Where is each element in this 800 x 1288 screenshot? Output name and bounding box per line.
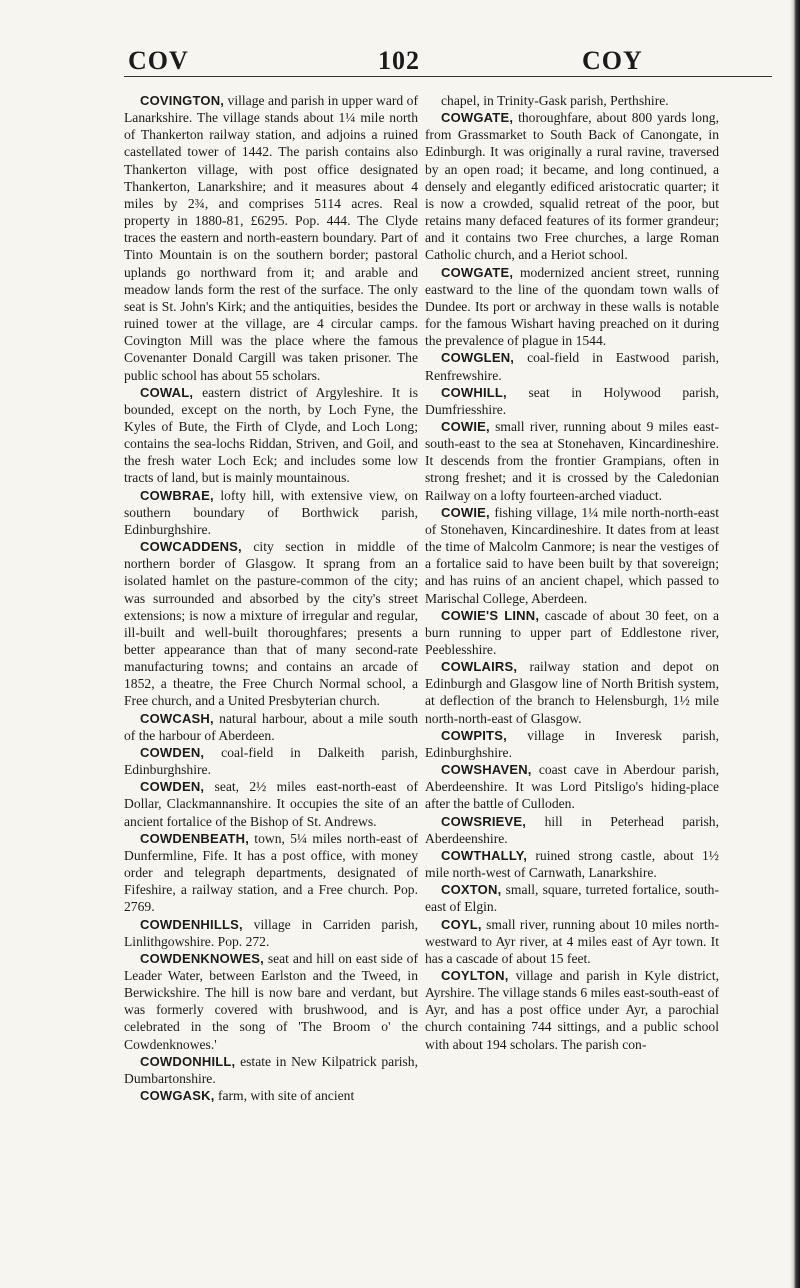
entry-text: hill in Peterhead parish, Aberdeenshire.: [425, 813, 719, 846]
page-number: 102: [378, 46, 420, 75]
entry-headword: COVINGTON,: [140, 93, 225, 108]
gazetteer-entry: [425, 418, 719, 504]
entry-text: natural harbour, about a mile south of the harbour of Aberdeen.: [124, 710, 418, 743]
entry-text: farm, with site of ancient: [217, 1088, 355, 1104]
entry-text: seat and hill on east side of Leader Water, between Earlston and the Tweed, in Berwickshire. The hill is now bare and verdant, but was formerly covered with brushwood, and is celebrated in the song of 'The Broom o' the Cowdenknowes.': [124, 950, 418, 1052]
gazetteer-entry: [425, 264, 719, 350]
entry-headword: COWIE'S LINN,: [441, 607, 540, 623]
entry-headword: COWLAIRS,: [441, 659, 518, 675]
entry-text: coal-field in Dalkeith parish, Edinburghshire.: [124, 744, 418, 778]
entry-headword: COWDEN,: [140, 779, 205, 795]
gazetteer-entry: [425, 607, 719, 658]
gazetteer-entry: [124, 778, 418, 829]
entry-text: cascade of about 30 feet, on a burn running to upper part of Eddlestone river, Peeblesshire.: [425, 607, 720, 657]
entry-text: village and parish in Kyle district, Ayrshire. The village stands 6 miles east-south-east of Ayr, and has a post office under Ayr, a parochial church containing 744 sittings, and a public school with about 194 scholars. The parish con-: [425, 967, 719, 1052]
entry-headword: COWIE,: [441, 504, 490, 520]
entry-text: town, 5¼ miles north-east of Dunfermline, Fife. It has a post office, with money order and telegraph departments, designated of Fifeshire, a railway station, and a Free church. Pop. 2769.: [124, 830, 418, 915]
gazetteer-entry: [425, 881, 719, 915]
entry-text: ruined strong castle, about 1½ mile north-west of Carnwath, Lanarkshire.: [425, 847, 719, 881]
entry-headword: COWCASH,: [140, 710, 214, 726]
entry-headword: COWGLEN,: [441, 350, 515, 366]
entry-headword: COWGASK,: [140, 1088, 215, 1104]
gazetteer-entry: [425, 916, 719, 967]
entry-headword: COWGATE,: [441, 264, 514, 280]
header-rule: [124, 76, 772, 77]
entry-text: modernized ancient street, running eastward to the line of the quondam town walls of Dundee. Its port or archway in these walls is notable for the famous Wishart having preached on it during the prevalence of plague in 1544.: [425, 264, 719, 349]
entry-text: seat in Holywood parish, Dumfriesshire.: [425, 384, 719, 417]
entry-headword: COWDENKNOWES,: [140, 950, 264, 966]
gazetteer-entry: [425, 109, 719, 263]
entry-text: village and parish in upper ward of Lanarkshire. The village stands about 1¼ mile north of Thankerton railway station, and adjoins a ruined castellated tower of 1442. The parish contains also Thankerton village, with post office designated Thankerton, Lanarkshire; and it measures about 4 miles by 2¾, and comprises 5114 acres. Real property in 1880-81, £6295. Pop. 444. The Clyde traces the eastern and north-eastern boundary. Part of Tinto Mountain is on the southern border; pastoral uplands go northward from it; and arable and meadow lands form the rest of the surface. The only seat is St. John's Kirk; and the antiquities, besides the ruined tower at the village, are 4 circular camps. Covington Mill was the place where the famous Covenanter Donald Cargill was taken prisoner. The public school has about 55 scholars.: [124, 93, 418, 383]
entry-headword: COYL,: [441, 916, 482, 932]
entry-text: small river, running about 10 miles north-westward to Ayr river, at 4 miles east of Ayr town. It has a cascade of about 15 feet.: [425, 916, 719, 966]
entry-text: coal-field in Eastwood parish, Renfrewshire.: [425, 350, 719, 383]
gazetteer-entry: [124, 92, 418, 384]
entry-text: city section in middle of northern border of Glasgow. It sprang from an isolated hamlet on the pasture-common of the city; was surrounded and absorbed by the city's street extensions; is now a mixture of irregular and regular, ill-built and well-built thoroughfares; presents a better appearance than that of many second-rate manufacturing towns; and contains an arcade of 1852, a theatre, the Free Church Normal school, a Free church, and a United Presbyterian church.: [124, 539, 418, 709]
gazetteer-entry: [425, 761, 719, 812]
gazetteer-entry: [124, 710, 418, 744]
gazetteer-entry: [124, 830, 418, 916]
entry-headword: COYLTON,: [441, 967, 509, 983]
entry-text: railway station and depot on Edinburgh and Glasgow line of North British system, at deflection of the branch to Helensburgh, 1½ mile north-north-east of Glasgow.: [425, 659, 719, 726]
entry-headword: COWTHALLY,: [441, 847, 528, 863]
gazetteer-entry: [124, 1053, 418, 1087]
entry-text: small river, running about 9 miles east-south-east to the sea at Stonehaven, Kincardineshire. It descends from the frontier Grampians, often in strong freshet; and it is crossed by the Caledonian Railway on a lofty fourteen-arched viaduct.: [425, 418, 719, 503]
entry-text: chapel, in Trinity-Gask parish, Perthshire.: [441, 93, 669, 108]
running-head-right: COY: [582, 46, 643, 75]
entry-text: village in Inveresk parish, Edinburghshire.: [425, 727, 719, 760]
entry-headword: COWSHAVEN,: [441, 762, 532, 778]
entry-headword: COWBRAE,: [140, 487, 214, 503]
gazetteer-entry: [124, 916, 418, 950]
gazetteer-entry: [124, 538, 418, 710]
gazetteer-entry: [425, 658, 719, 727]
entry-text: estate in New Kilpatrick parish, Dumbartonshire.: [124, 1053, 418, 1086]
entry-headword: COWSRIEVE,: [441, 813, 527, 829]
entry-headword: COXTON,: [441, 882, 502, 898]
entry-headword: COWCADDENS,: [140, 539, 242, 555]
entry-headword: COWDENHILLS,: [140, 916, 243, 932]
entry-headword: COWIE,: [441, 418, 490, 434]
gazetteer-entry: [425, 727, 719, 761]
entry-text: fishing village, 1¼ mile north-north-east of Stonehaven, Kincardineshire. It dates from at least the time of Malcolm Canmore; is near the vestiges of a fortalice said to have been built by that sovereign; and has ruins of an ancient chapel, which passed to Marischal College, Aberdeen.: [425, 504, 719, 606]
entry-headword: COWDENBEATH,: [140, 830, 250, 846]
entry-headword: COWHILL,: [441, 384, 507, 400]
entry-text: small, square, turreted fortalice, south-east of Elgin.: [425, 882, 719, 915]
page-header: [0, 0, 800, 78]
page-edge-shadow: [790, 0, 800, 1288]
gazetteer-entry: [425, 813, 719, 847]
gazetteer-entry: [124, 487, 418, 538]
right-column: [425, 92, 719, 1053]
entry-text: village in Carriden parish, Linlithgowshire. Pop. 272.: [124, 916, 418, 949]
gazetteer-entry: [425, 349, 719, 383]
gazetteer-entry: [425, 504, 719, 607]
gazetteer-entry: [124, 384, 418, 487]
running-head-left: COV: [128, 46, 189, 75]
gazetteer-entry: [425, 847, 719, 881]
entry-headword: COWDONHILL,: [140, 1053, 236, 1069]
entry-text: lofty hill, with extensive view, on southern boundary of Borthwick parish, Edinburghshire.: [124, 487, 418, 537]
gazetteer-entry: [124, 1087, 418, 1104]
entry-text: thoroughfare, about 800 yards long, from Grassmarket to South Back of Canongate, in Edinburgh. It was originally a rural ravine, traversed by an open road; it became, and long continued, a densely and elegantly edificed aristocratic quarter; it is now a crowded, squalid retreat of the poor, but retains many defaced features of its former grandeur; and it contains two Free churches, a large Roman Catholic church, and a Heriot school.: [425, 110, 719, 263]
gazetteer-entry: [425, 384, 719, 418]
entry-text: eastern district of Argyleshire. It is bounded, except on the north, by Loch Fyne, the Kyles of Bute, the Firth of Clyde, and Loch Long; contains the sea-lochs Riddan, Striven, and Goil, and the fresh water Loch Eck; and includes some low tracts of land, but is mainly mountainous.: [124, 384, 418, 486]
entry-headword: COWAL,: [140, 384, 194, 400]
entry-text: seat, 2½ miles east-north-east of Dollar, Clackmannanshire. It occupies the site of an ancient fortalice of the Bishop of St. Andrews.: [124, 779, 418, 829]
entry-headword: COWPITS,: [441, 727, 507, 743]
gazetteer-entry: [425, 967, 719, 1053]
entry-headword: COWDEN,: [140, 744, 205, 760]
left-column: [124, 92, 418, 1104]
entry-text: coast cave in Aberdour parish, Aberdeenshire. It was Lord Pitsligo's hiding-place after the battle of Culloden.: [425, 762, 719, 812]
gazetteer-entry: [124, 950, 418, 1053]
gazetteer-entry: [425, 92, 719, 109]
gazetteer-entry: [124, 744, 418, 778]
entry-headword: COWGATE,: [441, 110, 514, 126]
